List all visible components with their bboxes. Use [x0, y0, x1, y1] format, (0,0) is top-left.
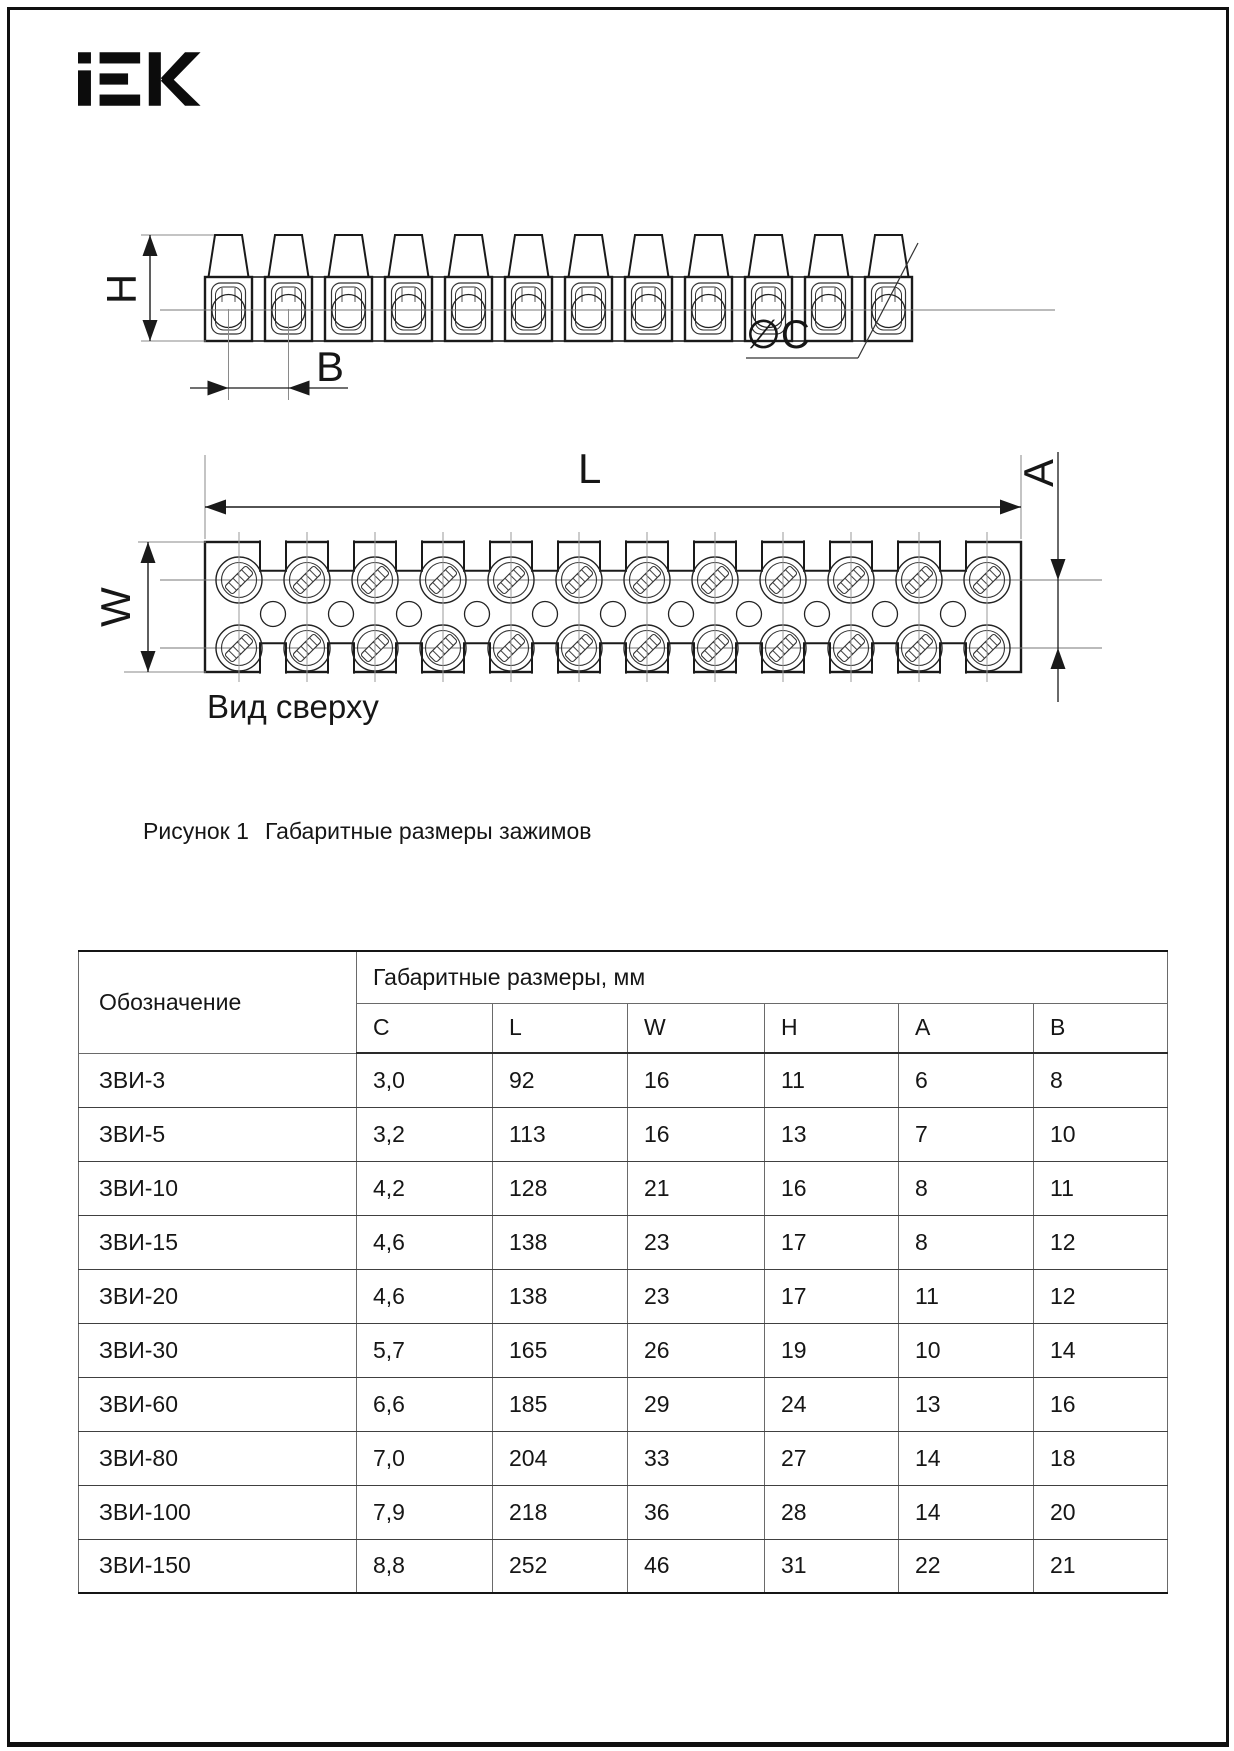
row-value-l: 252 — [493, 1539, 628, 1593]
table-row — [79, 1485, 1168, 1539]
top-view-caption: Вид сверху — [207, 688, 379, 725]
dimensions-table — [78, 950, 1168, 1594]
row-value-a: 8 — [899, 1161, 1034, 1215]
row-value-b: 11 — [1034, 1161, 1168, 1215]
row-value-c: 6,6 — [357, 1377, 493, 1431]
dim-label-b: B — [316, 343, 345, 390]
table-header-b: B — [1034, 1003, 1168, 1053]
row-value-w: 26 — [628, 1323, 765, 1377]
figure-caption-title: Габаритные размеры зажимов — [264, 818, 592, 844]
row-value-l: 113 — [493, 1107, 628, 1161]
table-header-a: A — [899, 1003, 1034, 1053]
table-header-dimensions-group: Габаритные размеры, мм — [357, 951, 1168, 1003]
dim-label-w: W — [92, 587, 139, 627]
row-value-b: 20 — [1034, 1485, 1168, 1539]
row-designation: ЗВИ-5 — [79, 1107, 357, 1161]
dim-label-h: H — [98, 273, 145, 305]
row-value-l: 128 — [493, 1161, 628, 1215]
row-value-h: 11 — [765, 1053, 899, 1107]
row-value-w: 23 — [628, 1215, 765, 1269]
table-header-l: L — [493, 1003, 628, 1053]
row-value-h: 19 — [765, 1323, 899, 1377]
row-value-l: 218 — [493, 1485, 628, 1539]
row-value-a: 8 — [899, 1215, 1034, 1269]
row-value-h: 17 — [765, 1269, 899, 1323]
dim-label-dia-c: ∅C — [746, 313, 810, 357]
row-value-c: 7,0 — [357, 1431, 493, 1485]
row-value-b: 18 — [1034, 1431, 1168, 1485]
row-value-w: 36 — [628, 1485, 765, 1539]
row-value-l: 204 — [493, 1431, 628, 1485]
row-value-b: 21 — [1034, 1539, 1168, 1593]
row-value-l: 185 — [493, 1377, 628, 1431]
row-value-h: 16 — [765, 1161, 899, 1215]
row-value-c: 8,8 — [357, 1539, 493, 1593]
row-value-w: 16 — [628, 1053, 765, 1107]
row-designation: ЗВИ-80 — [79, 1431, 357, 1485]
row-designation: ЗВИ-30 — [79, 1323, 357, 1377]
figure-caption — [143, 818, 592, 845]
row-value-a: 11 — [899, 1269, 1034, 1323]
top-view-drawing — [124, 452, 1102, 702]
row-value-a: 13 — [899, 1377, 1034, 1431]
figure-caption-label: Рисунок 1 — [143, 818, 249, 844]
row-value-l: 165 — [493, 1323, 628, 1377]
row-value-c: 5,7 — [357, 1323, 493, 1377]
table-header-designation: Обозначение — [79, 951, 357, 1053]
row-value-w: 21 — [628, 1161, 765, 1215]
table-row — [79, 1431, 1168, 1485]
row-value-b: 14 — [1034, 1323, 1168, 1377]
table-header-c: C — [357, 1003, 493, 1053]
table-row — [79, 1053, 1168, 1107]
dimensions-table-body — [79, 1053, 1168, 1593]
row-value-a: 14 — [899, 1431, 1034, 1485]
table-row — [79, 1323, 1168, 1377]
table-row — [79, 1269, 1168, 1323]
dim-label-l: L — [578, 445, 602, 492]
row-value-b: 12 — [1034, 1269, 1168, 1323]
table-row — [79, 1107, 1168, 1161]
row-value-c: 4,2 — [357, 1161, 493, 1215]
row-value-h: 17 — [765, 1215, 899, 1269]
row-value-h: 28 — [765, 1485, 899, 1539]
dim-label-a: A — [1015, 459, 1062, 488]
row-value-b: 8 — [1034, 1053, 1168, 1107]
row-value-a: 10 — [899, 1323, 1034, 1377]
table-row — [79, 1377, 1168, 1431]
table-row — [79, 1161, 1168, 1215]
table-header-h: H — [765, 1003, 899, 1053]
row-value-h: 13 — [765, 1107, 899, 1161]
row-value-b: 12 — [1034, 1215, 1168, 1269]
row-value-c: 4,6 — [357, 1215, 493, 1269]
table-row — [79, 1539, 1168, 1593]
row-value-w: 23 — [628, 1269, 765, 1323]
row-value-c: 7,9 — [357, 1485, 493, 1539]
row-designation: ЗВИ-60 — [79, 1377, 357, 1431]
row-value-a: 14 — [899, 1485, 1034, 1539]
row-value-b: 16 — [1034, 1377, 1168, 1431]
side-view-drawing — [141, 235, 1055, 400]
row-value-a: 22 — [899, 1539, 1034, 1593]
row-value-h: 27 — [765, 1431, 899, 1485]
row-value-l: 92 — [493, 1053, 628, 1107]
row-value-l: 138 — [493, 1269, 628, 1323]
row-value-l: 138 — [493, 1215, 628, 1269]
row-value-w: 29 — [628, 1377, 765, 1431]
row-value-b: 10 — [1034, 1107, 1168, 1161]
row-value-c: 4,6 — [357, 1269, 493, 1323]
table-row — [79, 1215, 1168, 1269]
row-value-a: 6 — [899, 1053, 1034, 1107]
row-value-h: 31 — [765, 1539, 899, 1593]
row-designation: ЗВИ-3 — [79, 1053, 357, 1107]
row-designation: ЗВИ-150 — [79, 1539, 357, 1593]
row-value-w: 46 — [628, 1539, 765, 1593]
row-value-c: 3,0 — [357, 1053, 493, 1107]
row-value-h: 24 — [765, 1377, 899, 1431]
row-value-w: 16 — [628, 1107, 765, 1161]
row-designation: ЗВИ-15 — [79, 1215, 357, 1269]
row-value-w: 33 — [628, 1431, 765, 1485]
row-value-a: 7 — [899, 1107, 1034, 1161]
row-designation: ЗВИ-20 — [79, 1269, 357, 1323]
row-designation: ЗВИ-10 — [79, 1161, 357, 1215]
row-designation: ЗВИ-100 — [79, 1485, 357, 1539]
table-header-w: W — [628, 1003, 765, 1053]
row-value-c: 3,2 — [357, 1107, 493, 1161]
